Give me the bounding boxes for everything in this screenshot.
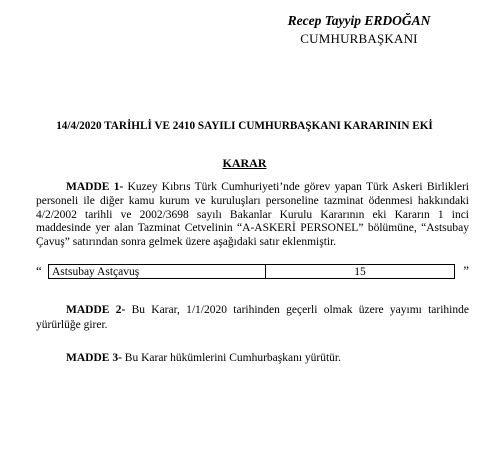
- article-2-label: MADDE 2-: [66, 304, 126, 316]
- document-title: 14/4/2020 TARİHLİ VE 2410 SAYILI CUMHURBAŞKANI KARARININ EKİ: [56, 120, 433, 132]
- article-1: [36, 181, 469, 250]
- signature-block: [279, 12, 439, 48]
- value-cell: 15: [265, 264, 455, 279]
- close-quote: ”: [463, 263, 469, 278]
- article-3: [66, 351, 469, 365]
- article-3-text: Bu Karar hükümlerini Cumhurbaşkanı yürütür.: [121, 352, 342, 364]
- article-1-label: MADDE 1-: [66, 181, 124, 193]
- open-quote: “: [36, 263, 42, 278]
- article-3-label: MADDE 3-: [66, 352, 122, 364]
- signatory-name: Recep Tayyip ERDOĞAN: [287, 13, 431, 28]
- article-1-text: Kuzey Kıbrıs Türk Cumhuriyeti’nde görev yapan Türk Askeri Birlikleri personeli ile diğer kamu kurum ve kuruluşları personeline tazminat ödenmesi hakkındaki 4/2/2002 tarihli ve 2002/3698 sayılı Bakanlar Kurulu Kararının eki Kararın 1 inci maddesinde yer alan Tazminat Cetvelinin “A-ASKERİ PERSONEL” bölümüne, “Astsubay Çavuş” satırından sonra gelmek üzere aşağıdaki satır eklenmiştir.: [36, 181, 469, 249]
- rank-cell: Astsubay Astçavuş: [48, 264, 266, 279]
- article-2-text: Bu Karar, 1/1/2020 tarihinden geçerli olmak üzere yayımı tarihinde yürürlüğe girer.: [36, 304, 469, 331]
- signatory-title: CUMHURBAŞKANI: [300, 31, 418, 46]
- decision-heading: KARAR: [222, 156, 267, 170]
- article-2: [36, 303, 469, 333]
- allowance-table-row: [36, 264, 469, 280]
